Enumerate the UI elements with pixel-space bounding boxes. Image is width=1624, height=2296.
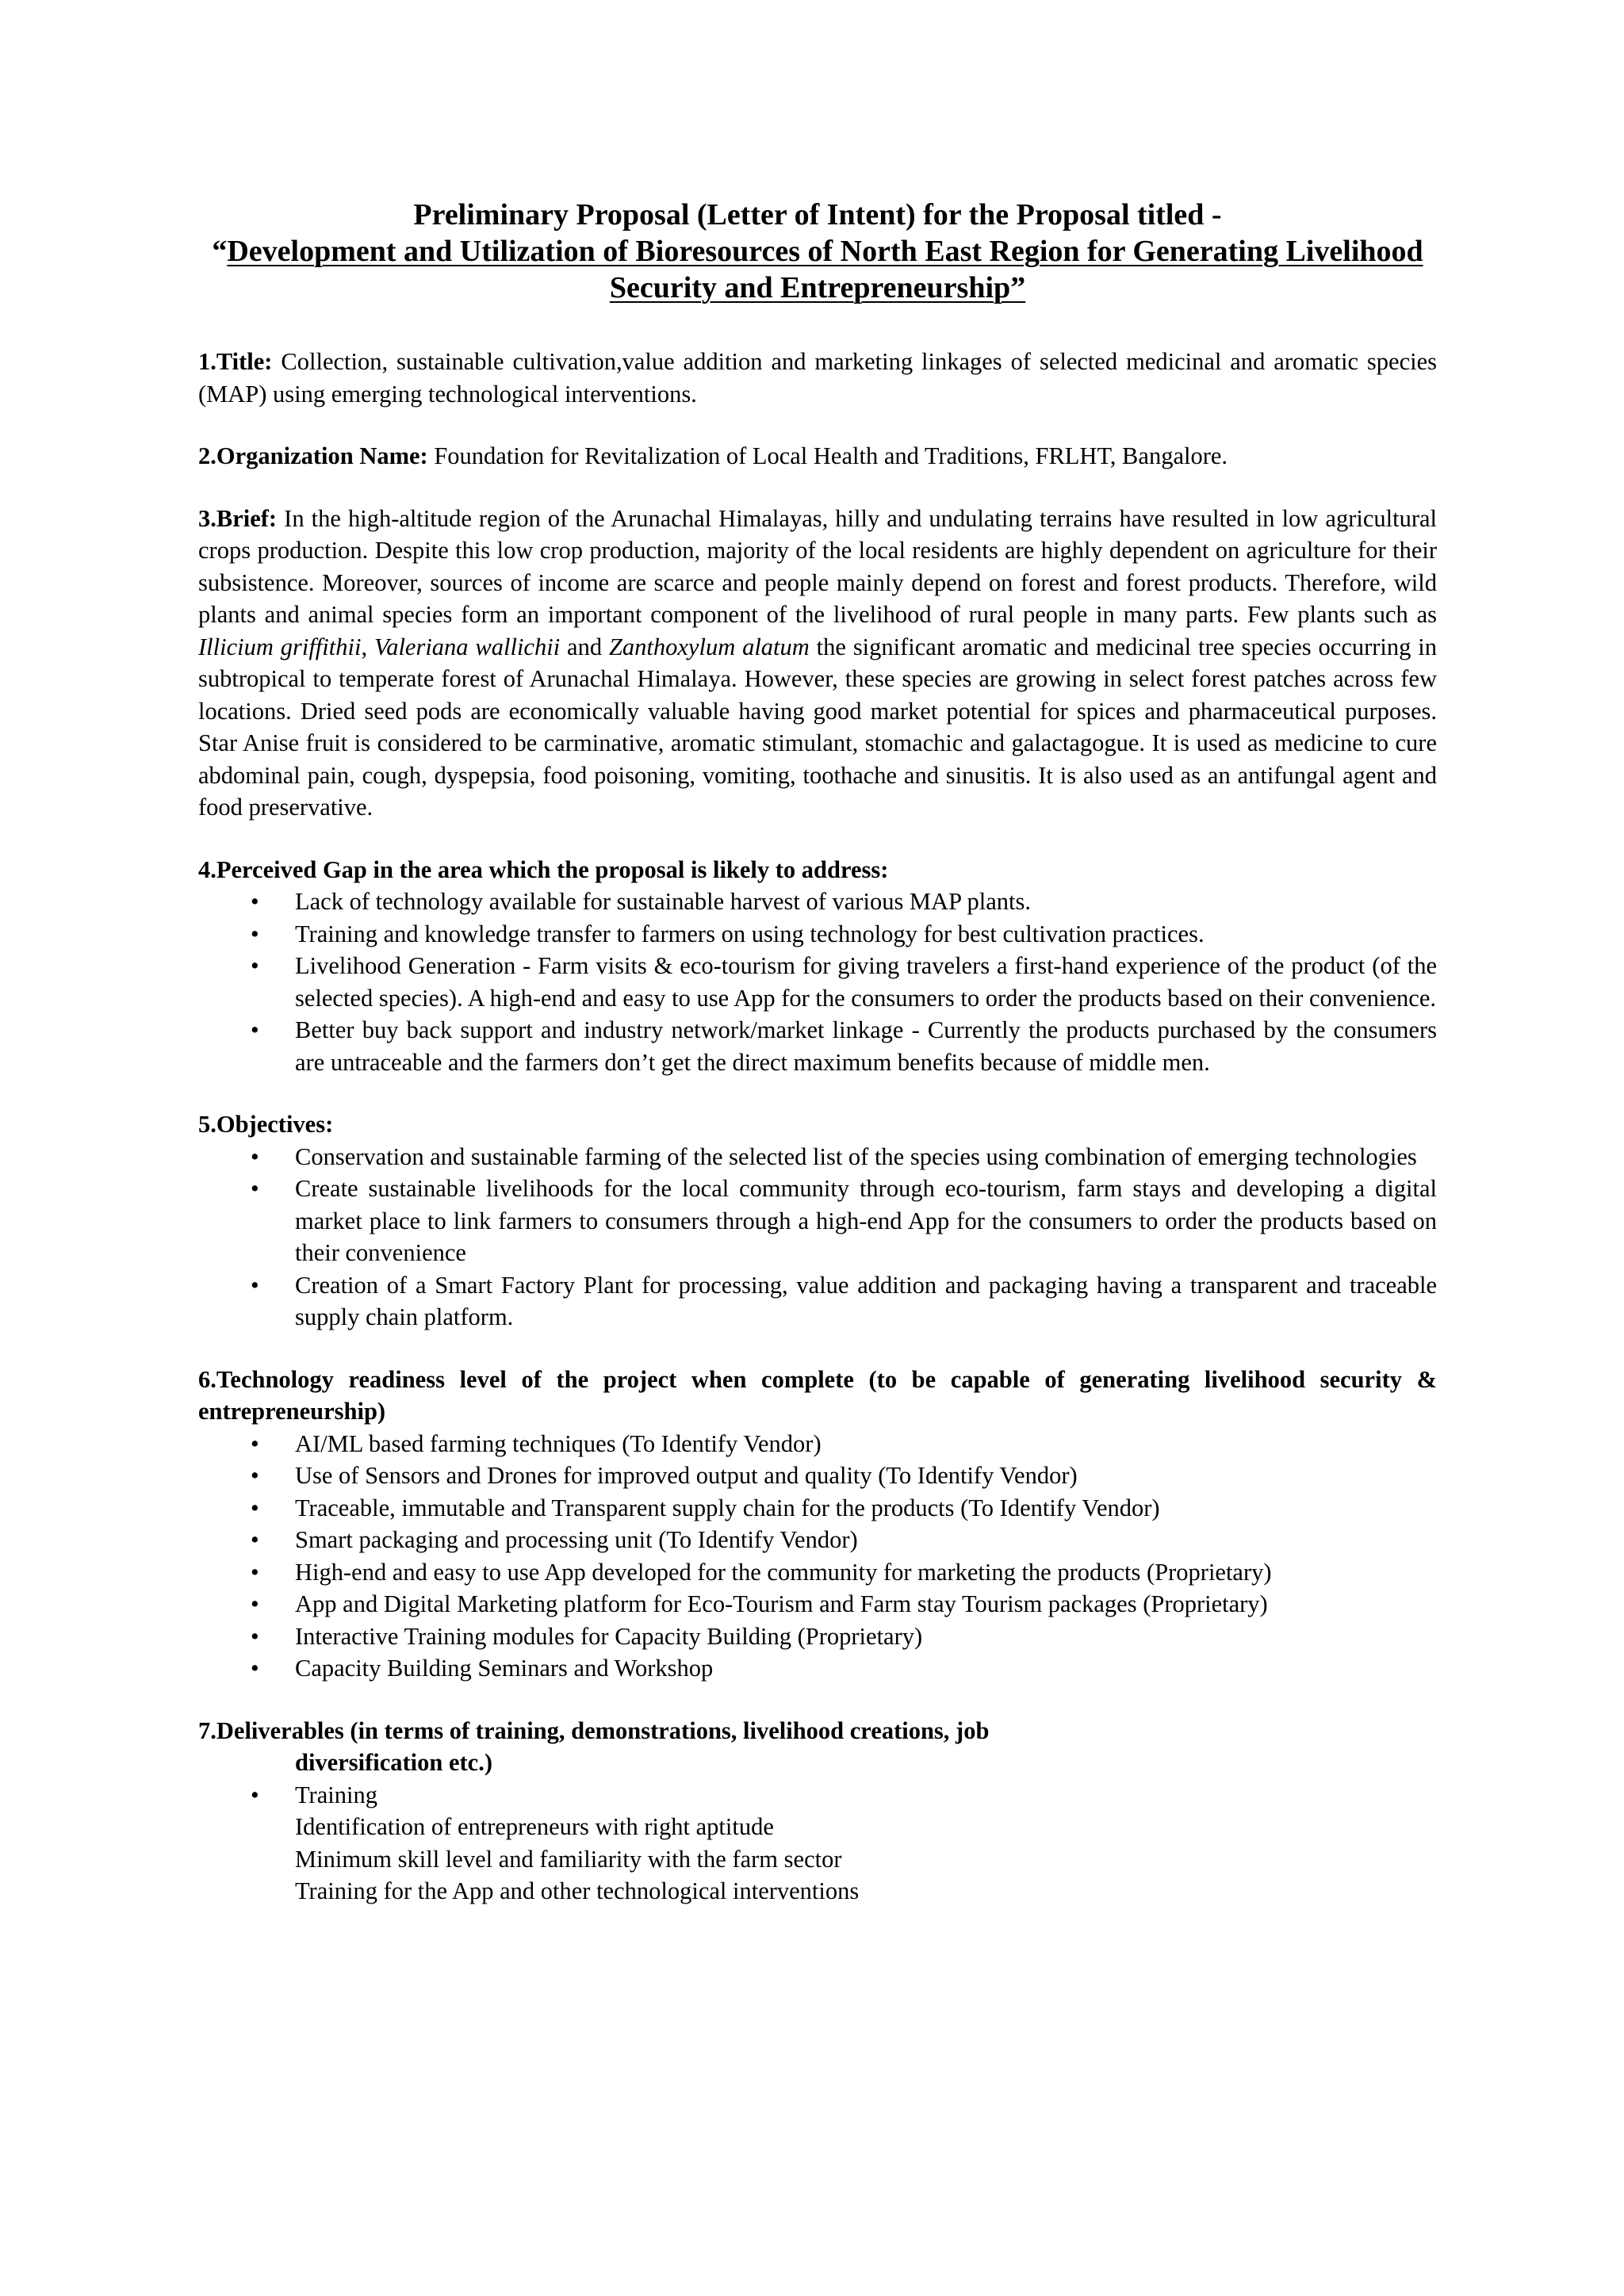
list-item: • Interactive Training modules for Capacity Building (Proprietary) (198, 1621, 1437, 1653)
deliverables-subline: Minimum skill level and familiarity with the farm sector (295, 1845, 842, 1873)
section-deliverables (198, 1715, 1437, 1908)
species-illicium: Illicium griffithii (198, 633, 362, 660)
section-deliverables-heading (198, 1715, 1437, 1779)
section-brief-text-a: In the high-altitude region of the Arunachal Himalayas, hilly and undulating terrains have resulted in low agricultural crops production. Despite this low crop production, majority of the local residents are highly dependent on agriculture for their subsistence. Moreover, sources of income are scarce and people mainly depend on forest and forest products. Therefore, wild plants and animal species form an important component of the livelihood of rural people in many parts. Few plants such as (198, 504, 1437, 628)
deliverables-heading-line-1: 7.Deliverables (in terms of training, demonstrations, livelihood creations, job (198, 1716, 990, 1744)
list-item: • Use of Sensors and Drones for improved output and quality (To Identify Vendor) (198, 1460, 1437, 1492)
title-quote-close: ” (1010, 271, 1026, 304)
section-brief (198, 503, 1437, 824)
section-gap (198, 854, 1437, 1079)
list-item: • Traceable, immutable and Transparent supply chain for the products (To Identify Vendor) (198, 1492, 1437, 1525)
list-item (198, 1779, 1437, 1908)
list-item: • Capacity Building Seminars and Workshop (198, 1652, 1437, 1685)
section-objectives (198, 1108, 1437, 1334)
gap-list (198, 886, 1437, 1078)
list-item: • Smart packaging and processing unit (To Identify Vendor) (198, 1524, 1437, 1556)
section-gap-heading: 4.Perceived Gap in the area which the proposal is likely to address: (198, 855, 889, 883)
deliverables-list (198, 1779, 1437, 1908)
title-quote-open: “ (212, 235, 228, 268)
section-title (198, 346, 1437, 410)
title-line-2: Development and Utilization of Bioresources of North East Region for Generating Livelihood Security and Entrepreneurship (227, 235, 1423, 304)
deliverables-subline: Training for the App and other technological interventions (295, 1877, 860, 1904)
list-item: • Conservation and sustainable farming of the selected list of the species using combination of emerging technologies (198, 1141, 1437, 1173)
species-sep-1: , (361, 633, 374, 660)
document-page (198, 197, 1437, 1908)
list-item: • Training and knowledge transfer to farmers on using technology for best cultivation practices. (198, 918, 1437, 951)
section-technology-heading: 6.Technology readiness level of the project when complete (to be capable of generating livelihood security & entrepreneurship) (198, 1365, 1437, 1425)
species-zanthoxylum: Zanthoxylum alatum (608, 633, 810, 660)
section-organization-label: 2.Organization Name: (198, 442, 428, 469)
list-item: • High-end and easy to use App developed for the community for marketing the products (Proprietary) (198, 1556, 1437, 1589)
species-valeriana: Valeriana wallichii (373, 633, 561, 660)
list-item: • AI/ML based farming techniques (To Identify Vendor) (198, 1428, 1437, 1460)
list-item: • Better buy back support and industry network/market linkage - Currently the products purchased by the consumers are untraceable and the farmers don’t get the direct maximum benefits because of middle men. (198, 1014, 1437, 1078)
section-organization-text: Foundation for Revitalization of Local Health and Traditions, FRLHT, Bangalore. (427, 442, 1228, 469)
title-line-1: Preliminary Proposal (Letter of Intent) for the Proposal titled - (413, 198, 1222, 232)
section-title-text: Collection, sustainable cultivation,value addition and marketing linkages of selected medicinal and aromatic species (MAP) using emerging technological interventions. (198, 348, 1437, 408)
section-brief-label: 3.Brief: (198, 504, 278, 532)
section-brief-text-b: the significant aromatic and medicinal tree species occurring in subtropical to temperate forest of Arunachal Himalaya. However, these species are growing in select forest patches across few locations. Dried seed pods are economically valuable having good market potential for spices and pharmaceutical purposes. Star Anise fruit is considered to be carminative, aromatic stimulant, stomachic and galactagogue. It is used as medicine to cure abdominal pain, cough, dyspepsia, food poisoning, vomiting, toothache and sinusitis. It is also used as an antifungal agent and food preservative. (198, 633, 1437, 821)
section-objectives-heading: 5.Objectives: (198, 1111, 334, 1138)
technology-list (198, 1428, 1437, 1685)
section-technology (198, 1364, 1437, 1685)
deliverables-item-title: Training (295, 1781, 377, 1808)
document-title (198, 197, 1437, 306)
section-organization (198, 440, 1437, 473)
list-item: • App and Digital Marketing platform for Eco-Tourism and Farm stay Tourism packages (Proprietary) (198, 1588, 1437, 1621)
objectives-list (198, 1141, 1437, 1334)
deliverables-subline: Identification of entrepreneurs with right aptitude (295, 1813, 774, 1840)
list-item: • Lack of technology available for sustainable harvest of various MAP plants. (198, 886, 1437, 918)
list-item: • Creation of a Smart Factory Plant for processing, value addition and packaging having a transparent and traceable supply chain platform. (198, 1269, 1437, 1334)
deliverables-heading-line-2: diversification etc.) (295, 1749, 493, 1776)
list-item: • Livelihood Generation - Farm visits & eco-tourism for giving travelers a first-hand experience of the product (of the selected species). A high-end and easy to use App for the consumers to order the products based on their convenience. (198, 950, 1437, 1014)
section-title-label: 1.Title: (198, 348, 273, 375)
list-item: • Create sustainable livelihoods for the local community through eco-tourism, farm stays and developing a digital market place to link farmers to consumers through a high-end App for the consumers to order the products based on their convenience (198, 1173, 1437, 1269)
species-sep-2: and (560, 633, 609, 660)
